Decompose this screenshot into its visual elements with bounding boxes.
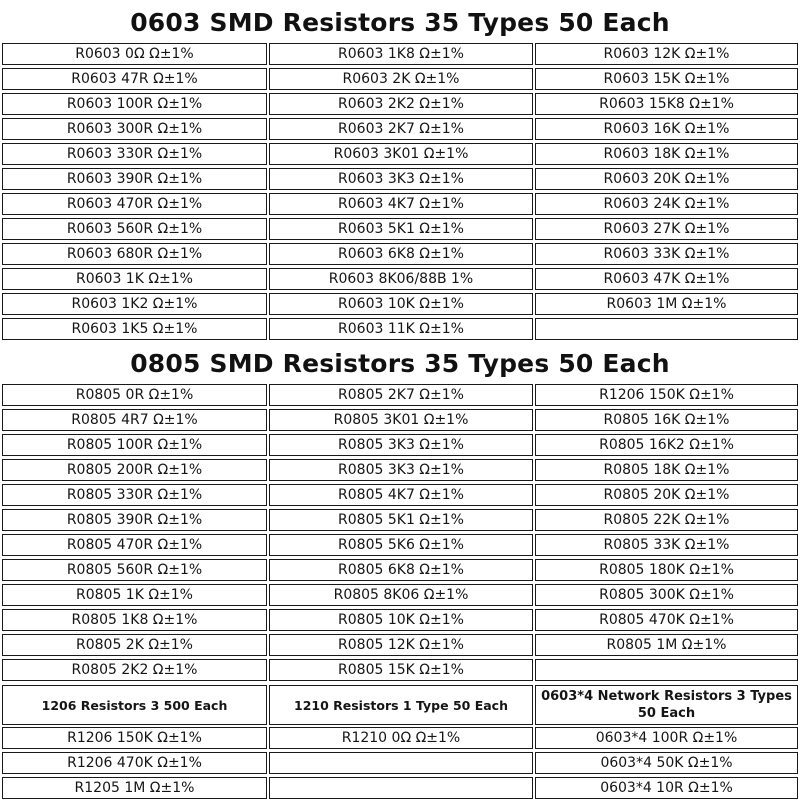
resistor-0805-cell: R0805 3K01 Ω±1% <box>269 409 533 431</box>
resistor-0603-cell: R0603 3K01 Ω±1% <box>269 143 533 165</box>
resistor-0805-cell: R0805 1M Ω±1% <box>535 634 798 656</box>
resistor-0603-cell: R0603 27K Ω±1% <box>535 218 798 240</box>
resistor-0603-cell: R0603 2K Ω±1% <box>269 68 533 90</box>
resistor-0603-cell: R0603 6K8 Ω±1% <box>269 243 533 265</box>
resistor-0603-cell: R0603 12K Ω±1% <box>535 43 798 65</box>
resistor-0805-cell: R0805 470K Ω±1% <box>535 609 798 631</box>
resistor-0805-cell: R0805 390R Ω±1% <box>2 509 267 531</box>
resistor-0805-cell: R0805 6K8 Ω±1% <box>269 559 533 581</box>
resistor-other-cell: R1206 470K Ω±1% <box>2 752 267 774</box>
resistor-other-cell: R1205 1M Ω±1% <box>2 777 267 799</box>
resistor-0603-cell: R0603 15K Ω±1% <box>535 68 798 90</box>
resistor-0805-cell: R0805 10K Ω±1% <box>269 609 533 631</box>
resistor-0805-cell: R0805 2K7 Ω±1% <box>269 384 533 406</box>
resistor-0603-cell: R0603 300R Ω±1% <box>2 118 267 140</box>
resistor-0603-cell: R0603 24K Ω±1% <box>535 193 798 215</box>
resistor-0805-cell <box>535 659 798 681</box>
resistor-0603-cell: R0603 560R Ω±1% <box>2 218 267 240</box>
resistor-0603-cell: R0603 330R Ω±1% <box>2 143 267 165</box>
resistor-0805-cell: R0805 22K Ω±1% <box>535 509 798 531</box>
group-header: 1206 Resistors 3 500 Each <box>2 685 267 725</box>
resistor-0805-cell: R0805 0R Ω±1% <box>2 384 267 406</box>
resistor-0805-cell: R0805 560R Ω±1% <box>2 559 267 581</box>
resistor-0603-cell: R0603 1K8 Ω±1% <box>269 43 533 65</box>
resistor-other-cell: 0603*4 10R Ω±1% <box>535 777 798 799</box>
resistor-0603-cell <box>535 318 798 340</box>
resistor-0603-cell: R0603 1K2 Ω±1% <box>2 293 267 315</box>
resistor-0805-cell: R0805 200R Ω±1% <box>2 459 267 481</box>
resistor-other-cell <box>269 752 533 774</box>
resistor-0805-cell: R0805 1K8 Ω±1% <box>2 609 267 631</box>
resistor-0805-cell: R0805 15K Ω±1% <box>269 659 533 681</box>
resistor-0805-cell: R0805 180K Ω±1% <box>535 559 798 581</box>
resistor-0603-cell: R0603 10K Ω±1% <box>269 293 533 315</box>
resistor-0805-cell: R0805 300K Ω±1% <box>535 584 798 606</box>
resistor-0805-cell: R0805 3K3 Ω±1% <box>269 434 533 456</box>
section-title-0603: 0603 SMD Resistors 35 Types 50 Each <box>130 7 670 37</box>
resistor-0603-cell: R0603 33K Ω±1% <box>535 243 798 265</box>
resistor-0805-cell: R0805 100R Ω±1% <box>2 434 267 456</box>
resistor-0805-cell: R0805 470R Ω±1% <box>2 534 267 556</box>
resistor-0603-cell: R0603 11K Ω±1% <box>269 318 533 340</box>
resistor-0603-cell: R0603 2K2 Ω±1% <box>269 93 533 115</box>
resistor-0805-cell: R0805 5K6 Ω±1% <box>269 534 533 556</box>
section-title-0805: 0805 SMD Resistors 35 Types 50 Each <box>130 348 670 378</box>
resistor-0603-cell: R0603 470R Ω±1% <box>2 193 267 215</box>
resistor-other-cell <box>269 777 533 799</box>
resistor-0805-cell: R0805 16K Ω±1% <box>535 409 798 431</box>
resistor-0805-cell: R0805 4K7 Ω±1% <box>269 484 533 506</box>
resistor-0603-cell: R0603 3K3 Ω±1% <box>269 168 533 190</box>
resistor-other-cell: 0603*4 50K Ω±1% <box>535 752 798 774</box>
resistor-0603-cell: R0603 390R Ω±1% <box>2 168 267 190</box>
resistor-other-cell: R1210 0Ω Ω±1% <box>269 727 533 749</box>
resistor-0603-cell: R0603 47K Ω±1% <box>535 268 798 290</box>
resistor-0603-cell: R0603 4K7 Ω±1% <box>269 193 533 215</box>
resistor-0805-cell: R0805 16K2 Ω±1% <box>535 434 798 456</box>
resistor-0805-cell: R0805 8K06 Ω±1% <box>269 584 533 606</box>
resistor-0603-cell: R0603 2K7 Ω±1% <box>269 118 533 140</box>
resistor-0603-cell: R0603 1M Ω±1% <box>535 293 798 315</box>
resistor-0603-cell: R0603 20K Ω±1% <box>535 168 798 190</box>
resistor-0805-cell: R0805 1K Ω±1% <box>2 584 267 606</box>
resistor-0805-cell: R0805 18K Ω±1% <box>535 459 798 481</box>
resistor-0603-cell: R0603 5K1 Ω±1% <box>269 218 533 240</box>
resistor-0603-cell: R0603 15K8 Ω±1% <box>535 93 798 115</box>
resistor-0603-cell: R0603 0Ω Ω±1% <box>2 43 267 65</box>
resistor-0603-cell: R0603 16K Ω±1% <box>535 118 798 140</box>
resistor-0805-cell: R0805 3K3 Ω±1% <box>269 459 533 481</box>
resistor-0805-cell: R0805 33K Ω±1% <box>535 534 798 556</box>
resistor-0805-cell: R0805 5K1 Ω±1% <box>269 509 533 531</box>
resistor-other-cell: R1206 150K Ω±1% <box>2 727 267 749</box>
resistor-0603-cell: R0603 680R Ω±1% <box>2 243 267 265</box>
group-header: 1210 Resistors 1 Type 50 Each <box>269 685 533 725</box>
resistor-0805-cell: R0805 4R7 Ω±1% <box>2 409 267 431</box>
resistor-0603-cell: R0603 18K Ω±1% <box>535 143 798 165</box>
resistor-0603-cell: R0603 47R Ω±1% <box>2 68 267 90</box>
group-header: 0603*4 Network Resistors 3 Types 50 Each <box>535 685 798 725</box>
resistor-0805-cell: R0805 330R Ω±1% <box>2 484 267 506</box>
resistor-other-cell: 0603*4 100R Ω±1% <box>535 727 798 749</box>
resistor-0805-cell: R0805 12K Ω±1% <box>269 634 533 656</box>
resistor-0603-cell: R0603 100R Ω±1% <box>2 93 267 115</box>
resistor-0805-cell: R1206 150K Ω±1% <box>535 384 798 406</box>
resistor-0603-cell: R0603 8K06/88B 1% <box>269 268 533 290</box>
resistor-0603-cell: R0603 1K Ω±1% <box>2 268 267 290</box>
resistor-0805-cell: R0805 20K Ω±1% <box>535 484 798 506</box>
resistor-0603-cell: R0603 1K5 Ω±1% <box>2 318 267 340</box>
resistor-0805-cell: R0805 2K2 Ω±1% <box>2 659 267 681</box>
resistor-0805-cell: R0805 2K Ω±1% <box>2 634 267 656</box>
